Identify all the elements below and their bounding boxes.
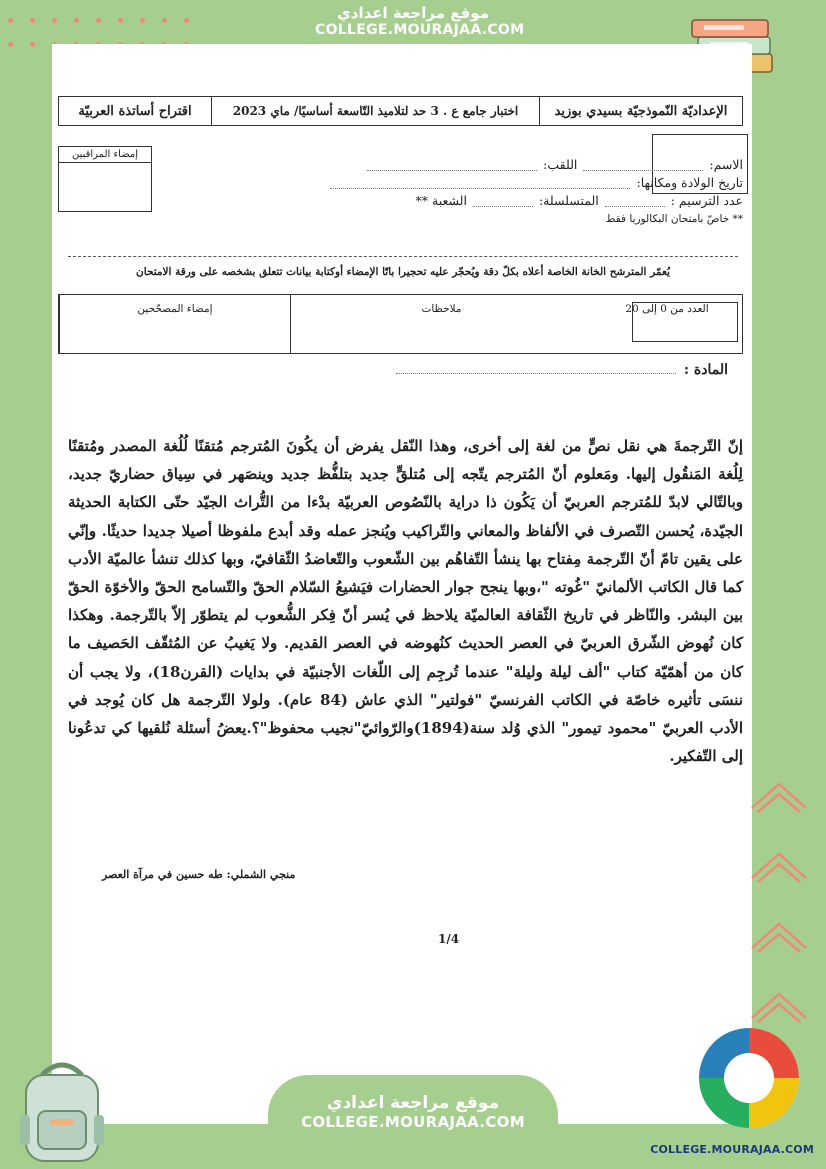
- bac-note: ** خاصّ بامتحان البكالوريا فقط: [605, 213, 743, 225]
- surname-label: اللقب:: [543, 157, 578, 172]
- correctors-cell: [59, 295, 290, 353]
- name-field: [583, 160, 703, 171]
- subject-line: [396, 362, 728, 378]
- site-url[interactable]: COLLEGE.MOURAJAA.COM: [315, 22, 525, 38]
- candidate-warning: يُعمّر المترشح الخانة الخاصة أعلاه بكلّ دقة ويُحجّر عليه تحجيرا باتًا الإمضاء أوكتابة بيانات تتعلق بشخصه على ورقة الامتحان: [136, 266, 670, 278]
- supervisors-signature-box: [58, 146, 152, 212]
- serial-field: [473, 196, 533, 207]
- section-label: الشعبة **: [415, 193, 467, 208]
- grade-label: العدد من 0 إلى 20: [625, 303, 709, 315]
- birth-label: تاريخ الولادة ومكانها:: [636, 175, 743, 190]
- surname-field: [367, 160, 537, 171]
- site-url-bottom[interactable]: COLLEGE.MOURAJAA.COM: [301, 1113, 525, 1131]
- candidate-info: [273, 150, 743, 246]
- backpack-icon: [12, 1055, 112, 1165]
- correctors-label: إمضاء المصحّحين: [137, 303, 213, 315]
- remarks-label: ملاحظات: [421, 303, 462, 315]
- remarks-cell: [290, 295, 592, 353]
- serial-label: المتسلسلة:: [538, 193, 599, 208]
- logo-url[interactable]: COLLEGE.MOURAJAA.COM: [650, 1143, 814, 1156]
- subject-label: المادة :: [683, 362, 728, 378]
- exam-header: [58, 96, 743, 126]
- page-number: 1/4: [438, 932, 460, 946]
- exam-document: [58, 60, 748, 1070]
- passage-reference: منجي الشملي: طه حسين في مرآة العصر: [102, 868, 296, 881]
- site-logo-icon[interactable]: [694, 1022, 804, 1134]
- birth-field: [330, 178, 630, 189]
- site-name: موقع مراجعة اعدادي: [337, 4, 489, 22]
- subject-field: [396, 363, 676, 374]
- school-name: الإعداديّة النّموذجيّة بسيدي بوزيد: [539, 97, 742, 125]
- passage-text: إنّ التّرجمةَ هي نقل نصٍّ من لغة إلى أخرى، وهذا النّقل يفرض أن يكُونَ المُترجم مُتقنًا لُلُغة المصدر ومُتقنًا لِلُغة المَنقُول إليها. ومَعلوم أنّ المُترجم يتّجه إلى مُتلقٍّ جديد بتلفُّظ جديد وينصَهر في سِياق حضاريّ جديد، وبالتّالي لابدّ للمُترجم العربيّ أن يَكُون ذا دراية بالنّصُوص العربيّة بدْءا من التُّراث الجيّد حتّى الكتابة الحديثة الجيّدة، يُحسن التّصرف في الألفاظ والمعاني والتّراكيب ويُنجز عمله وقد أبدع ملفوظا أصيلا جديدا حديثًا. وإنّي على يقين تامّ أنّ التّرجمة مِفتاح بها ينشأ التّفاهُم بين الشّعوب والتّعاضدُ الثّقافيّ، وبها كذلك تنشأ عالميّة الأدب كما قال الكاتب الألمانيّ "غُوته "،وبها ينجح جوار الحضارات فيَشيعُ السّلام الحقّ والتّسامح الحقّ والأخوّة الحقّ بين البشر. والنّاظر في تاريخ الثّقافة العالميّة يلاحظ في يُسر أنّ فِكر الشُّعوب لم يتطوّر إلاّ بالتّرجمة. وهكذا كان نُهوض الشّرق العربيّ في العصر الحديث كنُهوضه في العصر القديم. ولا يَغيبُ عن المُثقّف الحَصيف ما كان من أهمّيّة كتاب "ألف ليلة وليلة" عندما تُرجِم إلى اللّغات الأجنبيّة في بدايات (القرن18)، ولا يجب أن ننسَى تأثيره خاصّة في الكاتب الفرنسيّ "فولتير" الذي عاش (84 عام). ولولا التّرجمة هل كان يُوجد في الأدب العربيّ "محمود تيمور" الذي وُلد سنة(1894)والرّوائيّ"نجيب محفوظ"؟.يعضُ أسئلة نُلقيها كي تدعُونا إلى التّفكير.: [68, 437, 743, 766]
- cut-line: [68, 256, 738, 257]
- grade-box: [632, 302, 738, 342]
- supervisors-label: إمضاء المراقبين: [59, 147, 151, 163]
- exam-title: اختبار جامع ع . 3 حد لتلاميذ التّاسعة أساسيًا/ ماي 2023: [211, 97, 539, 125]
- exam-author: اقتراح أساتذة العربيّة: [78, 103, 192, 119]
- site-name-bottom: موقع مراجعة اعدادي: [326, 1093, 500, 1113]
- registration-label: عدد الترسيم :: [670, 193, 743, 208]
- name-label: الاسم:: [709, 157, 743, 172]
- site-banner-bottom[interactable]: [268, 1075, 558, 1169]
- registration-field: [605, 196, 665, 207]
